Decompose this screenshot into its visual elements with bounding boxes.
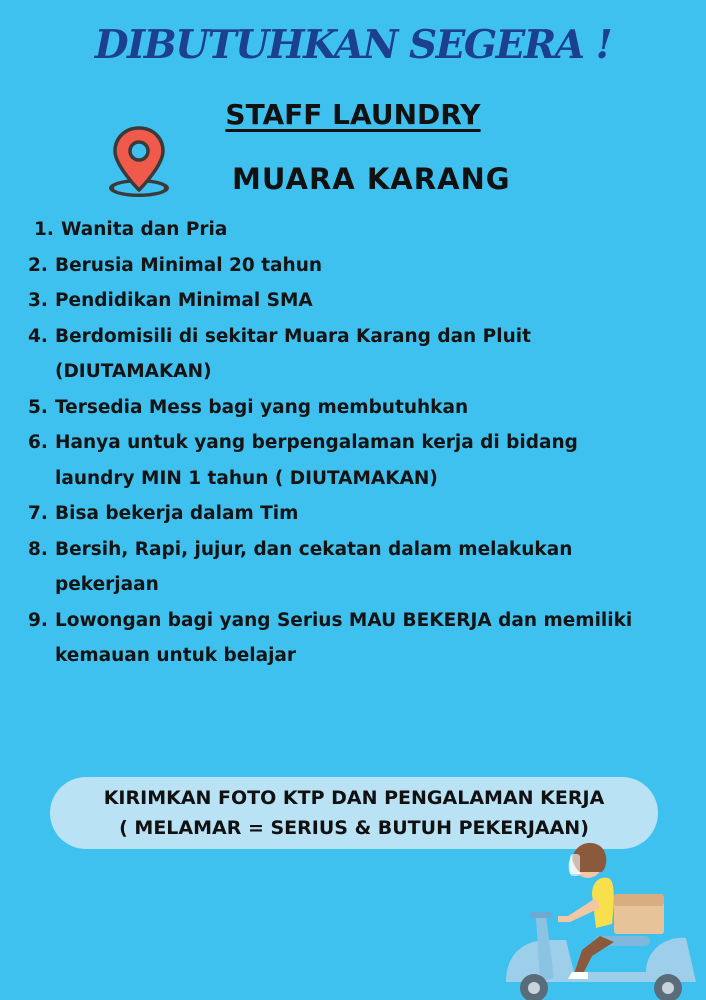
requirement-text: Wanita dan Pria [61, 219, 228, 240]
delivery-scooter-illustration [496, 832, 706, 1000]
requirement-item-continuation [28, 638, 688, 674]
requirement-item [28, 390, 688, 426]
note-line-1: KIRIMKAN FOTO KTP DAN PENGALAMAN KERJA [103, 787, 605, 809]
requirement-number: 9. [28, 609, 48, 631]
requirement-text: Berdomisili di sekitar Muara Karang dan Pluit [55, 325, 531, 347]
requirement-text: (DIUTAMAKAN) [55, 361, 212, 382]
requirement-number: 3. [28, 290, 48, 311]
requirement-item [28, 425, 688, 461]
requirement-item [28, 212, 688, 248]
requirement-item-continuation [28, 461, 688, 497]
headline: DIBUTUHKAN SEGERA ! [94, 22, 612, 68]
requirement-number: 7. [28, 503, 48, 524]
requirement-text: Berusia Minimal 20 tahun [55, 254, 323, 276]
requirement-item [28, 603, 688, 639]
requirement-item [28, 532, 688, 568]
requirement-item [28, 248, 688, 284]
requirement-item-continuation [28, 354, 688, 390]
requirement-text: Bisa bekerja dalam Tim [55, 503, 299, 524]
location-pin-icon [106, 124, 172, 200]
requirement-item [28, 283, 688, 319]
requirement-number: 2. [28, 254, 48, 276]
requirement-text: Pendidikan Minimal SMA [55, 290, 313, 311]
requirement-item [28, 496, 688, 532]
job-title-text: STAFF LAUNDRY [225, 98, 481, 131]
requirement-text: pekerjaan [55, 574, 159, 595]
requirement-text: laundry MIN 1 tahun ( DIUTAMAKAN) [55, 467, 438, 489]
requirement-text: Hanya untuk yang berpengalaman kerja di bidang [55, 432, 578, 453]
note-line-2: ( MELAMAR = SERIUS & BUTUH PEKERJAAN) [119, 817, 589, 839]
requirement-text: Lowongan bagi yang Serius MAU BEKERJA dan memiliki [55, 609, 633, 631]
requirement-number: 5. [28, 396, 48, 418]
requirement-text: Tersedia Mess bagi yang membutuhkan [55, 396, 469, 418]
requirement-item [28, 319, 688, 355]
requirement-number: 1. [34, 219, 54, 240]
requirement-text: Bersih, Rapi, jujur, dan cekatan dalam melakukan [55, 538, 573, 560]
requirement-number: 8. [28, 538, 48, 560]
requirement-item-continuation [28, 567, 688, 603]
requirement-text: kemauan untuk belajar [55, 645, 297, 666]
requirements-list [28, 212, 688, 674]
requirement-number: 4. [28, 325, 48, 347]
location-label: MUARA KARANG [232, 162, 511, 196]
requirement-number: 6. [28, 432, 48, 453]
